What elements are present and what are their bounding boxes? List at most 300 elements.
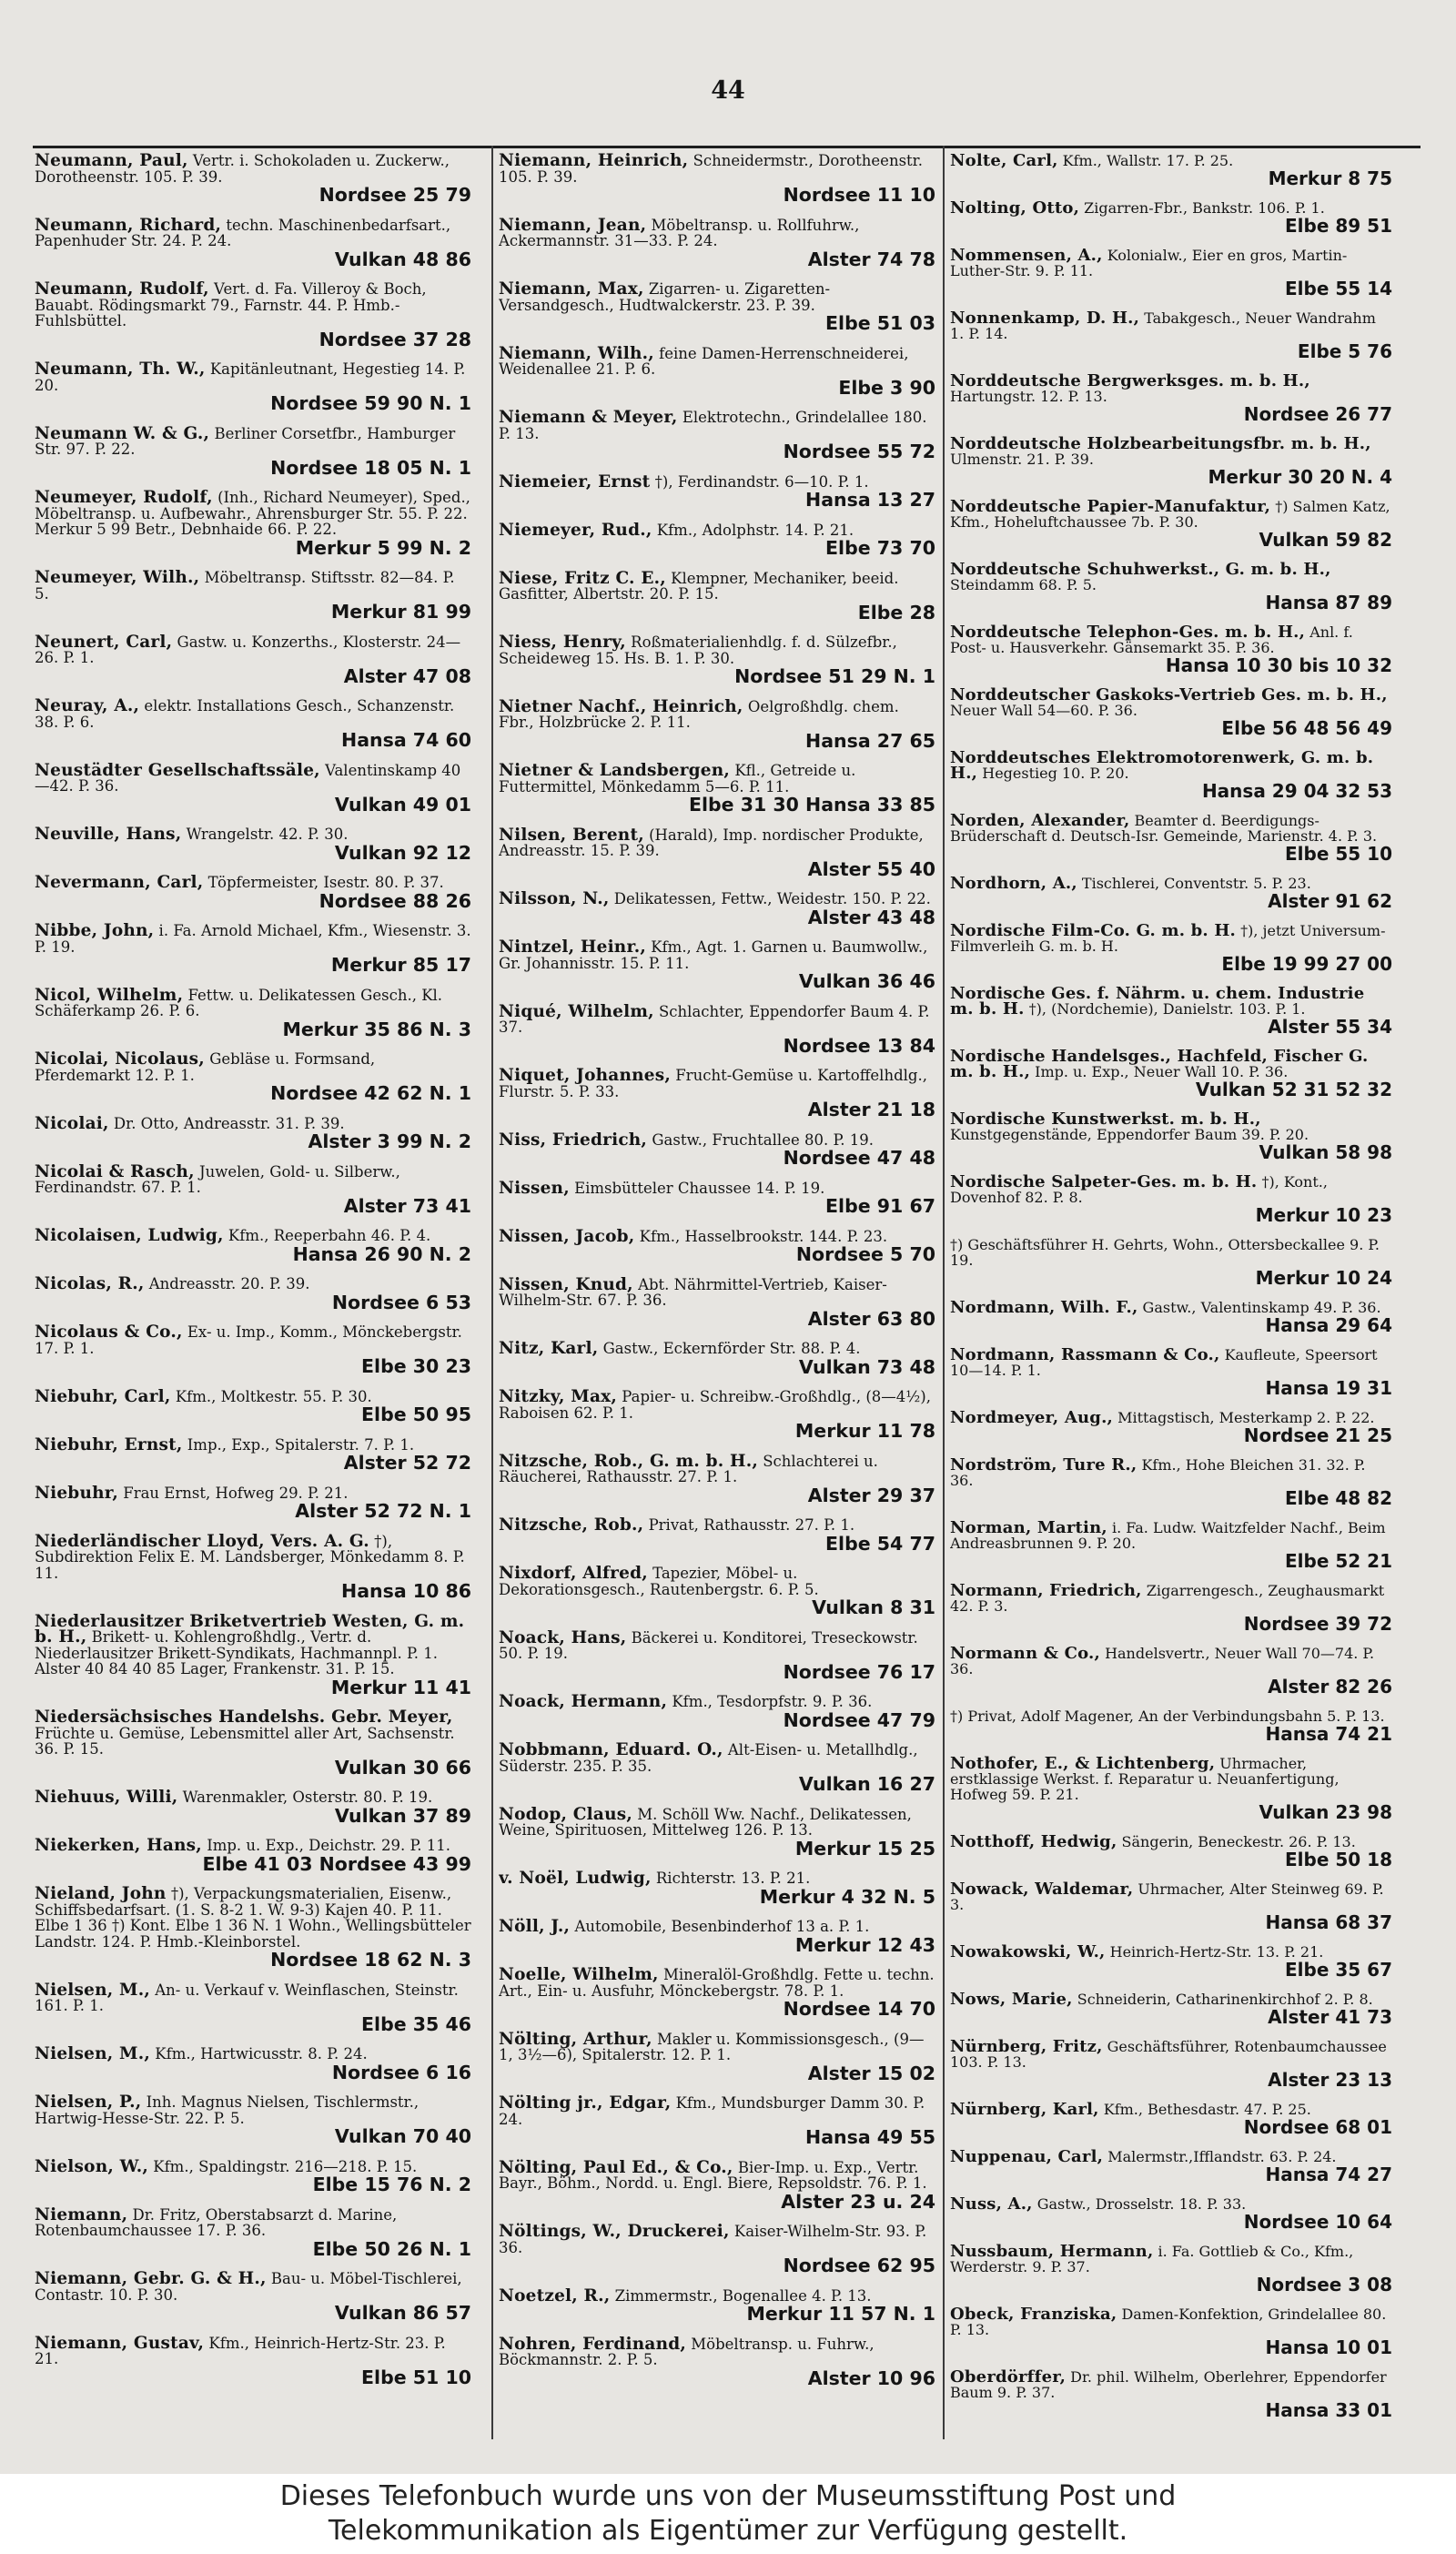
entry-name: Nicolai, Nicolaus, bbox=[35, 1049, 205, 1069]
directory-column-1 bbox=[35, 153, 471, 2465]
directory-entry bbox=[950, 1410, 1392, 1445]
directory-entry bbox=[499, 522, 935, 559]
entry-details: Kfm., Wallstr. 17. P. 25. bbox=[1062, 153, 1234, 169]
entry-phone: Hansa 13 27 bbox=[805, 489, 935, 511]
entry-name: Nicolai, bbox=[35, 1113, 109, 1133]
entry-details: Kapitänleutnant, Hegestieg 14. P. 20. bbox=[35, 360, 466, 394]
entry-phone: Nordsee 6 53 bbox=[331, 1291, 471, 1313]
entry-phone: Vulkan 8 31 bbox=[812, 1596, 935, 1618]
entry-name: Niemeier, Ernst bbox=[499, 471, 651, 492]
entry-name: Nielson, W., bbox=[35, 2156, 148, 2176]
entry-phone: Hansa 10 86 bbox=[341, 1580, 471, 1602]
entry-name: Neuville, Hans, bbox=[35, 825, 182, 844]
entry-details: Tapezier, Möbel- u. Dekorationsgesch., Rautenbergstr. 6. P. 5. bbox=[499, 1565, 819, 1598]
entry-name: Noetzel, R., bbox=[499, 2285, 611, 2306]
directory-entry bbox=[950, 562, 1392, 613]
entry-phone: Nordsee 62 95 bbox=[783, 2255, 935, 2276]
entry-phone: Merkur 12 43 bbox=[794, 1933, 935, 1956]
entry-phone: Vulkan 30 66 bbox=[334, 1756, 471, 1779]
entry-name: Nowack, Waldemar, bbox=[950, 1880, 1134, 1899]
directory-entry bbox=[35, 1228, 471, 1264]
entry-details: Vertr. i. Schokoladen u. Zuckerw., Dorotheenstr. 105. P. 39. bbox=[35, 153, 450, 186]
directory-entry bbox=[950, 153, 1392, 188]
entry-details: †) Privat, Adolf Magener, An der Verbindungsbahn 5. P. 13. bbox=[950, 1708, 1385, 1725]
entry-phone: Merkur 81 99 bbox=[330, 601, 471, 623]
footer-line-1: Dieses Telefonbuch wurde uns von der Museumsstiftung Post und bbox=[279, 2480, 1177, 2512]
entry-details: Schlachterei u. Räucherei, Rathausstr. 27. P. 1. bbox=[499, 1452, 878, 1485]
directory-entry bbox=[499, 410, 935, 462]
entry-name: Nölting, Arthur, bbox=[499, 2029, 652, 2049]
footer-notice bbox=[0, 2474, 1456, 2554]
entry-phone: Nordsee 13 84 bbox=[783, 1034, 935, 1057]
directory-entry bbox=[950, 1708, 1392, 1744]
entry-details: Gebläse u. Formsand, Pferdemarkt 12. P. 1. bbox=[35, 1050, 376, 1084]
directory-entry bbox=[35, 2271, 471, 2324]
directory-column-2 bbox=[499, 153, 935, 2465]
entry-name: Nitzsche, Rob., G. m. b. H., bbox=[499, 1451, 758, 1471]
entry-details: i. Fa. Gottlieb & Co., Kfm., Werderstr. 9. P. 37. bbox=[950, 2243, 1354, 2275]
entry-name: Neumann, Paul, bbox=[35, 153, 188, 170]
entry-name: Nöll, J., bbox=[499, 1917, 571, 1936]
directory-entry bbox=[499, 891, 935, 927]
entry-phone: Elbe 50 18 bbox=[1285, 1849, 1392, 1870]
entry-name: Neumann, Rudolf, bbox=[35, 279, 209, 299]
entry-phone: Elbe 31 30 Hansa 33 85 bbox=[688, 794, 935, 816]
directory-entry bbox=[35, 361, 471, 414]
entry-phone: Alster 74 78 bbox=[807, 248, 935, 270]
entry-name: Nicolaisen, Ludwig, bbox=[35, 1226, 224, 1245]
directory-entry bbox=[950, 200, 1392, 236]
entry-name: Nielsen, M., bbox=[35, 2044, 151, 2063]
entry-name: Norden, Alexander, bbox=[950, 811, 1130, 830]
directory-entry bbox=[35, 281, 471, 350]
entry-details: Schlachter, Eppendorfer Baum 4. P. 37. bbox=[499, 1002, 930, 1036]
entry-phone: Nordsee 26 77 bbox=[1243, 403, 1392, 425]
entry-details: Kfm., Hohe Bleichen 31. 32. P. 36. bbox=[950, 1456, 1366, 1489]
directory-entry bbox=[950, 2369, 1392, 2420]
entry-phone: Elbe 30 23 bbox=[361, 1355, 471, 1377]
directory-entry bbox=[950, 1834, 1392, 1870]
entry-name: Niederlausitzer Briketvertrieb Westen, G. m. b. H., bbox=[35, 1611, 465, 1647]
directory-entry bbox=[499, 1804, 935, 1860]
entry-details: †), Verpackungsmaterialien, Eisenw., Schiffsbedarfsart. (1. S. 8-2 1. W. 9-3) Kajen 40. P. 11. Elbe 1 36 †) Kont. Elbe 1 36 N. 1 Wohn., Wellingsbütteler Landstr. 124. P. Hmb.-Kleinborstel. bbox=[35, 1885, 471, 1951]
directory-entry bbox=[950, 986, 1392, 1037]
entry-phone: Nordsee 18 62 N. 3 bbox=[270, 1949, 471, 1971]
entry-details: Handelsvertr., Neuer Wall 70—74. P. 36. bbox=[950, 1645, 1375, 1677]
directory-entry bbox=[35, 153, 471, 206]
entry-details: †), Kont., Dovenhof 82. P. 8. bbox=[950, 1173, 1328, 1206]
entry-details: Oelgroßhdlg. chem. Fbr., Holzbrücke 2. P. 11. bbox=[499, 697, 899, 731]
entry-name: Noack, Hermann, bbox=[499, 1692, 668, 1711]
entry-phone: Elbe 3 90 bbox=[838, 376, 935, 399]
entry-details: Kfm., Reeperbahn 46. P. 4. bbox=[228, 1227, 431, 1244]
entry-phone: Alster 3 99 N. 2 bbox=[308, 1130, 471, 1152]
entry-name: Nitzky, Max, bbox=[499, 1387, 618, 1406]
entry-details: Dr. phil. Wilhelm, Oberlehrer, Eppendorfer Baum 9. P. 37. bbox=[950, 2368, 1387, 2401]
entry-details: †) Geschäftsführer H. Gehrts, Wohn., Ottersbeckallee 9. P. 19. bbox=[950, 1236, 1380, 1269]
entry-phone: Elbe 52 21 bbox=[1285, 1550, 1392, 1572]
entry-details: Kfm., Agt. 1. Garnen u. Baumwollw., Gr. Johannisstr. 15. P. 11. bbox=[499, 938, 928, 972]
entry-phone: Vulkan 48 86 bbox=[334, 248, 471, 270]
entry-phone: Nordsee 47 79 bbox=[783, 1708, 935, 1731]
directory-entry bbox=[499, 1341, 935, 1377]
entry-details: Kfm., Spaldingstr. 216—218. P. 15. bbox=[153, 2157, 418, 2175]
entry-name: Niemann, Max, bbox=[499, 279, 644, 299]
entry-name: Niebuhr, bbox=[35, 1483, 118, 1503]
directory-entry bbox=[35, 1051, 471, 1104]
entry-name: Neumeyer, Wilh., bbox=[35, 568, 200, 587]
entry-phone: Elbe 35 67 bbox=[1285, 1959, 1392, 1981]
entry-name: Niemeyer, Rud., bbox=[499, 520, 652, 540]
entry-phone: Vulkan 23 98 bbox=[1259, 1801, 1392, 1823]
entry-phone: Nordsee 14 70 bbox=[783, 1998, 935, 2020]
entry-phone: Elbe 89 51 bbox=[1285, 215, 1392, 237]
directory-entry bbox=[35, 1838, 471, 1874]
entry-phone: Elbe 91 67 bbox=[825, 1195, 935, 1217]
entry-details: Tischlerei, Conventstr. 5. P. 23. bbox=[1081, 875, 1311, 892]
directory-entry bbox=[499, 1001, 935, 1057]
entry-details: Vert. d. Fa. Villeroy & Boch, Bauabt. Rödingsmarkt 79., Farnstr. 44. P. Hmb.-Fuhlsbüttel. bbox=[35, 280, 427, 329]
directory-entry bbox=[35, 760, 471, 816]
entry-name: Norddeutsches Elektromotorenwerk, G. m. b. H., bbox=[950, 748, 1374, 783]
directory-entry bbox=[35, 875, 471, 911]
directory-entry bbox=[950, 499, 1392, 550]
entry-name: Nicolaus & Co., bbox=[35, 1323, 183, 1342]
entry-name: Niese, Fritz C. E., bbox=[499, 568, 666, 588]
entry-details: Bier-Imp. u. Exp., Vertr. Bayr., Böhm., Nordd. u. Engl. Biere, Repsoldstr. 76. P. 1. bbox=[499, 2158, 927, 2192]
directory-entry bbox=[35, 1161, 471, 1217]
entry-name: Nölting, Paul Ed., & Co., bbox=[499, 2157, 733, 2177]
entry-details: feine Damen-Herrenschneiderei, Weidenallee 21. P. 6. bbox=[499, 344, 909, 378]
directory-entry bbox=[950, 813, 1392, 864]
entry-details: Eimsbütteler Chaussee 14. P. 19. bbox=[574, 1179, 825, 1197]
directory-entry bbox=[35, 1386, 471, 1425]
entry-phone: Hansa 10 30 bis 10 32 bbox=[1165, 654, 1392, 676]
entry-phone: Alster 23 13 bbox=[1268, 2069, 1392, 2091]
entry-phone: Elbe 5 76 bbox=[1297, 340, 1392, 362]
entry-name: Niqué, Wilhelm, bbox=[499, 1001, 654, 1021]
entry-details: Zigarrengesch., Zeughausmarkt 42. P. 3. bbox=[950, 1582, 1385, 1615]
entry-details: Malermstr.,Ifflandstr. 63. P. 24. bbox=[1107, 2148, 1337, 2165]
directory-entry bbox=[35, 2046, 471, 2083]
directory-entry bbox=[499, 215, 935, 270]
entry-phone: Hansa 68 37 bbox=[1265, 1911, 1392, 1933]
directory-entry bbox=[35, 490, 471, 558]
directory-entry bbox=[950, 373, 1392, 424]
entry-details: †), (Nordchemie), Danielstr. 103. P. 1. bbox=[1028, 1000, 1306, 1018]
entry-details: Zimmermstr., Bogenallee 4. P. 13. bbox=[614, 2286, 872, 2305]
entry-name: Normann, Friedrich, bbox=[950, 1581, 1142, 1600]
entry-name: Oberdörffer, bbox=[950, 2367, 1067, 2387]
entry-details: Kaiser-Wilhelm-Str. 93. P. 36. bbox=[499, 2223, 927, 2256]
entry-phone: Elbe 50 26 N. 1 bbox=[312, 2237, 471, 2260]
entry-name: Niemann, Jean, bbox=[499, 215, 647, 235]
directory-entry bbox=[499, 1068, 935, 1120]
entry-phone: Nordsee 51 29 N. 1 bbox=[734, 665, 935, 687]
directory-entry bbox=[35, 1276, 471, 1312]
entry-details: Zigarren- u. Zigaretten-Versandgesch., Hudtwalckerstr. 23. P. 39. bbox=[499, 280, 831, 314]
directory-entry bbox=[35, 2204, 471, 2260]
directory-entry bbox=[950, 1237, 1392, 1288]
entry-name: Normann & Co., bbox=[950, 1644, 1100, 1663]
directory-entry bbox=[950, 436, 1392, 487]
entry-phone: Elbe 15 76 N. 2 bbox=[312, 2174, 471, 2195]
directory-entry bbox=[499, 2157, 935, 2213]
entry-details: Mineralöl-Großhdlg. Fette u. techn. Art., Ein- u. Ausfuhr, Mönckebergstr. 78. P. 1. bbox=[499, 1966, 935, 2000]
entry-name: Niederländischer Lloyd, Vers. A. G. bbox=[35, 1531, 369, 1551]
entry-name: Norddeutsche Bergwerksges. m. b. H., bbox=[950, 371, 1310, 390]
directory-entry bbox=[499, 568, 935, 623]
directory-entry bbox=[499, 1742, 935, 1795]
entry-phone: Merkur 4 32 N. 5 bbox=[759, 1885, 935, 1908]
entry-details: Kfm., Tesdorpfstr. 9. P. 36. bbox=[672, 1693, 873, 1710]
entry-name: Niemann, Heinrich, bbox=[499, 153, 689, 170]
directory-entry bbox=[499, 153, 935, 206]
entry-details: Möbeltransp. Stiftsstr. 82—84. P. 5. bbox=[35, 569, 455, 603]
entry-details: Andreasstr. 20. P. 39. bbox=[148, 1275, 310, 1292]
directory-entry bbox=[950, 2149, 1392, 2184]
directory-entry bbox=[35, 1611, 471, 1698]
directory-entry bbox=[35, 634, 471, 687]
entry-phone: Nordsee 5 70 bbox=[795, 1243, 935, 1265]
entry-phone: Vulkan 86 57 bbox=[334, 2302, 471, 2324]
entry-details: Bäckerei u. Konditorei, Treseckowstr. 50. P. 19. bbox=[499, 1628, 918, 1662]
entry-phone: Elbe 35 46 bbox=[361, 2012, 471, 2035]
entry-name: Nibbe, John, bbox=[35, 921, 155, 940]
entry-phone: Alster 82 26 bbox=[1268, 1676, 1392, 1698]
entry-details: Früchte u. Gemüse, Lebensmittel aller Art, Sachsenstr. 36. P. 15. bbox=[35, 1724, 455, 1758]
directory-entry bbox=[950, 1583, 1392, 1634]
entry-phone: Nordsee 21 25 bbox=[1243, 1424, 1392, 1446]
entry-name: Nordmann, Rassmann & Co., bbox=[950, 1345, 1220, 1364]
entry-phone: Nordsee 55 72 bbox=[783, 441, 935, 462]
entry-details: Neuer Wall 54—60. P. 36. bbox=[950, 702, 1138, 719]
entry-name: Nielsen, M., bbox=[35, 1980, 151, 2000]
entry-name: Norman, Martin, bbox=[950, 1518, 1107, 1537]
entry-phone: Nordsee 37 28 bbox=[318, 328, 471, 350]
entry-details: Ex- u. Imp., Komm., Mönckebergstr. 17. P. 1. bbox=[35, 1323, 462, 1357]
entry-phone: Merkur 10 24 bbox=[1255, 1267, 1392, 1289]
directory-entry bbox=[950, 2306, 1392, 2357]
entry-phone: Merkur 11 57 N. 1 bbox=[746, 2303, 935, 2325]
entry-details: Alt-Eisen- u. Metallhdlg., Süderstr. 235. P. 35. bbox=[499, 1741, 918, 1775]
entry-details: Imp. u. Exp., Deichstr. 29. P. 11. bbox=[207, 1837, 450, 1854]
entry-name: Niess, Henry, bbox=[499, 633, 626, 652]
entry-phone: Merkur 5 99 N. 2 bbox=[295, 536, 471, 559]
entry-details: Automobile, Besenbinderhof 13 a. P. 1. bbox=[574, 1918, 870, 1935]
directory-entry bbox=[499, 1870, 935, 1907]
page-number: 44 bbox=[711, 76, 745, 105]
directory-entry bbox=[499, 1517, 935, 1554]
entry-phone: Merkur 15 25 bbox=[794, 1837, 935, 1860]
entry-phone: Merkur 11 41 bbox=[330, 1676, 471, 1698]
entry-phone: Alster 73 41 bbox=[343, 1194, 471, 1217]
entry-phone: Nordsee 18 05 N. 1 bbox=[270, 456, 471, 479]
entry-name: Neumann W. & G., bbox=[35, 423, 210, 443]
entry-phone: Elbe 19 99 27 00 bbox=[1221, 953, 1392, 975]
directory-entry bbox=[35, 215, 471, 270]
directory-entry bbox=[499, 696, 935, 752]
entry-phone: Vulkan 36 46 bbox=[798, 970, 935, 992]
directory-entry bbox=[950, 310, 1392, 361]
entry-phone: Nordsee 88 26 bbox=[318, 889, 471, 912]
entry-phone: Hansa 19 31 bbox=[1265, 1377, 1392, 1399]
entry-details: Schneidermstr., Dorotheenstr. 105. P. 39. bbox=[499, 153, 923, 186]
entry-phone: Merkur 10 23 bbox=[1255, 1204, 1392, 1226]
directory-entry bbox=[499, 939, 935, 992]
directory-entry bbox=[35, 1324, 471, 1377]
entry-phone: Alster 21 18 bbox=[807, 1099, 935, 1120]
entry-name: Nussbaum, Hermann, bbox=[950, 2242, 1154, 2261]
directory-entry bbox=[499, 1274, 935, 1330]
entry-details: Zigarren-Fbr., Bankstr. 106. P. 1. bbox=[1084, 199, 1325, 217]
directory-entry bbox=[499, 2285, 935, 2325]
directory-entry bbox=[950, 1347, 1392, 1398]
entry-phone: Alster 47 08 bbox=[343, 664, 471, 687]
directory-entry bbox=[950, 2102, 1392, 2137]
entry-details: Papier- u. Schreibw.-Großhdlg., (8—4½), Raboisen 62. P. 1. bbox=[499, 1388, 931, 1422]
entry-name: Nows, Marie, bbox=[950, 1990, 1073, 2009]
entry-details: †), Subdirektion Felix E. M. Landsberger, Mönkedamm 8. P. 11. bbox=[35, 1532, 465, 1582]
entry-name: Nitzsche, Rob., bbox=[499, 1515, 644, 1535]
entry-details: Kfm., Heinrich-Hertz-Str. 23. P. 21. bbox=[35, 2334, 446, 2367]
entry-details: Töpfermeister, Isestr. 80. P. 37. bbox=[207, 874, 444, 891]
entry-phone: Vulkan 16 27 bbox=[798, 1773, 935, 1795]
directory-entry bbox=[35, 1434, 471, 1474]
entry-phone: Alster 43 48 bbox=[807, 906, 935, 928]
entry-details: Inh. Magnus Nielsen, Tischlermstr., Hartwig-Hesse-Str. 22. P. 5. bbox=[35, 2093, 420, 2127]
entry-name: Nevermann, Carl, bbox=[35, 873, 204, 892]
directory-entry bbox=[35, 1709, 471, 1778]
entry-phone: Nordsee 3 08 bbox=[1256, 2274, 1392, 2296]
entry-details: Bau- u. Möbel-Tischlerei, Contastr. 10. P. 30. bbox=[35, 2270, 462, 2304]
entry-details: i. Fa. Ludw. Waitzfelder Nachf., Beim Andreasbrunnen 9. P. 20. bbox=[950, 1519, 1386, 1552]
entry-phone: Nordsee 11 10 bbox=[783, 184, 935, 206]
entry-details: Kolonialw., Eier en gros, Martin-Luther-Str. 9. P. 11. bbox=[950, 247, 1348, 279]
entry-name: v. Noël, Ludwig, bbox=[499, 1869, 652, 1888]
entry-phone: Nordsee 39 72 bbox=[1243, 1613, 1392, 1635]
entry-name: Nuss, A., bbox=[950, 2194, 1033, 2214]
entry-name: Nohren, Ferdinand, bbox=[499, 2334, 687, 2354]
entry-name: Nintzel, Heinr., bbox=[499, 937, 646, 957]
directory-entry bbox=[950, 1646, 1392, 1697]
directory-entry bbox=[499, 1967, 935, 2020]
entry-details: Imp. u. Exp., Neuer Wall 10. P. 36. bbox=[1035, 1063, 1289, 1080]
footer-line-2: Telekommunikation als Eigentümer zur Verfügung gestellt. bbox=[328, 2515, 1128, 2547]
entry-details: Berliner Corsetfbr., Hamburger Str. 97. P. 22. bbox=[35, 424, 456, 458]
entry-phone: Alster 41 73 bbox=[1268, 2006, 1392, 2028]
entry-phone: Elbe 55 14 bbox=[1285, 278, 1392, 299]
entry-details: Mittagstisch, Mesterkamp 2. P. 22. bbox=[1117, 1409, 1375, 1426]
entry-phone: Hansa 29 64 bbox=[1265, 1314, 1392, 1336]
entry-details: (Inh., Richard Neumeyer), Sped., Möbeltransp. u. Aufbewahr., Ahrensburger Str. 55. P. 22. Merkur 5 99 Betr., Debnhaide 66. P. 22. bbox=[35, 489, 470, 538]
directory-entry bbox=[35, 1113, 471, 1152]
entry-phone: Hansa 33 01 bbox=[1265, 2399, 1392, 2421]
entry-name: Nielsen, P., bbox=[35, 2093, 142, 2112]
directory-entry bbox=[950, 1944, 1392, 1980]
directory-entry bbox=[35, 985, 471, 1040]
entry-name: Niebuhr, Ernst, bbox=[35, 1434, 183, 1454]
entry-phone: Elbe 48 82 bbox=[1285, 1487, 1392, 1509]
directory-entry bbox=[35, 570, 471, 623]
entry-phone: Nordsee 10 64 bbox=[1243, 2211, 1392, 2233]
entry-details: Kfl., Getreide u. Futtermittel, Mönkedamm 5—6. P. 11. bbox=[499, 762, 856, 796]
directory-entry bbox=[950, 1174, 1392, 1225]
entry-details: Tabakgesch., Neuer Wandrahm 1. P. 14. bbox=[950, 309, 1376, 342]
entry-phone: Alster 29 37 bbox=[807, 1484, 935, 1506]
entry-phone: Hansa 74 27 bbox=[1265, 2164, 1392, 2185]
entry-details: Klempner, Mechaniker, beeid. Gasfitter, Albertstr. 20. P. 15. bbox=[499, 569, 899, 603]
entry-details: Elektrotechn., Grindelallee 180. P. 13. bbox=[499, 409, 927, 442]
directory-entry bbox=[499, 1226, 935, 1265]
directory-entry bbox=[35, 2156, 471, 2195]
entry-name: Nodop, Claus, bbox=[499, 1804, 632, 1824]
directory-entry bbox=[499, 827, 935, 880]
entry-details: Uhrmacher, Alter Steinweg 69. P. 3. bbox=[950, 1880, 1384, 1913]
entry-details: Frucht-Gemüse u. Kartoffelhdlg., Flurstr. 5. P. 33. bbox=[499, 1067, 927, 1100]
directory-entry bbox=[499, 2029, 935, 2084]
directory-entry bbox=[35, 1531, 471, 1602]
entry-phone: Merkur 30 20 N. 4 bbox=[1208, 466, 1392, 488]
header-rule bbox=[33, 146, 1421, 148]
directory-entry bbox=[950, 923, 1392, 974]
entry-phone: Alster 55 40 bbox=[807, 857, 935, 880]
entry-details: Brikett- u. Kohlengroßhdlg., Vertr. d. Niederlausitzer Brikett-Syndikats, Hachmannpl. P. 1. Alster 40 84 40 85 Lager, Frankenstr. 31. P. 15. bbox=[35, 1628, 438, 1677]
entry-name: Norddeutsche Schuhwerkst., G. m. b. H., bbox=[950, 560, 1331, 579]
directory-entry bbox=[35, 2333, 471, 2388]
entry-name: Nietner Nachf., Heinrich, bbox=[499, 696, 743, 716]
entry-details: Fettw. u. Delikatessen Gesch., Kl. Schäferkamp 26. P. 6. bbox=[35, 986, 443, 1019]
entry-name: Nordische Salpeter-Ges. m. b. H. bbox=[950, 1172, 1258, 1191]
entry-phone: Vulkan 70 40 bbox=[334, 2125, 471, 2147]
entry-name: Noack, Hans, bbox=[499, 1627, 627, 1647]
entry-phone: Hansa 87 89 bbox=[1265, 592, 1392, 613]
directory-entry bbox=[499, 281, 935, 334]
entry-name: Niemann, Gustav, bbox=[35, 2333, 205, 2353]
entry-phone: Hansa 74 21 bbox=[1265, 1723, 1392, 1745]
directory-entry bbox=[950, 1111, 1392, 1162]
entry-phone: Nordsee 42 62 N. 1 bbox=[270, 1082, 471, 1104]
entry-phone: Nordsee 59 90 N. 1 bbox=[270, 392, 471, 414]
entry-details: †) Salmen Katz, Kfm., Hoheluftchaussee 7b. P. 30. bbox=[950, 498, 1390, 531]
entry-phone: Elbe 73 70 bbox=[825, 537, 935, 559]
entry-details: Gastw., Fruchtallee 80. P. 19. bbox=[652, 1130, 874, 1149]
entry-name: Nilsen, Berent, bbox=[499, 825, 644, 845]
entry-details: Steindamm 68. P. 5. bbox=[950, 576, 1097, 593]
entry-name: Nordische Film-Co. G. m. b. H. bbox=[950, 921, 1237, 940]
directory-entry bbox=[499, 1451, 935, 1506]
entry-details: Gastw., Drosselstr. 18. P. 33. bbox=[1036, 2195, 1247, 2213]
entry-name: Nonnenkamp, D. H., bbox=[950, 309, 1140, 328]
entry-details: Kfm., Hartwicusstr. 8. P. 24. bbox=[155, 2045, 368, 2062]
entry-phone: Vulkan 37 89 bbox=[334, 1804, 471, 1827]
directory-entry bbox=[35, 1982, 471, 2035]
directory-entry bbox=[950, 1756, 1392, 1822]
entry-name: Neumann, Th. W., bbox=[35, 360, 206, 379]
entry-name: Nordische Ges. f. Nährm. u. chem. Industrie m. b. H. bbox=[950, 984, 1365, 1019]
entry-name: Neustädter Gesellschaftssäle, bbox=[35, 760, 320, 780]
directory-entry bbox=[950, 2244, 1392, 2295]
entry-phone: Alster 23 u. 24 bbox=[781, 2190, 935, 2213]
directory-entry bbox=[499, 1178, 935, 1217]
entry-details: Uhrmacher, erstklassige Werkst. f. Reparatur u. Neuanfertigung, Hofweg 59. P. 21. bbox=[950, 1755, 1340, 1803]
entry-name: Nürnberg, Fritz, bbox=[950, 2037, 1103, 2056]
entry-phone: Alster 63 80 bbox=[807, 1307, 935, 1330]
entry-name: Nobbmann, Eduard. O., bbox=[499, 1740, 723, 1759]
entry-details: Abt. Nährmittel-Vertrieb, Kaiser-Wilhelm-Str. 67. P. 36. bbox=[499, 1275, 887, 1309]
entry-details: †), jetzt Universum-Filmverleih G. m. b. H. bbox=[950, 922, 1386, 955]
entry-name: Norddeutscher Gaskoks-Vertrieb Ges. m. b. H., bbox=[950, 685, 1388, 704]
